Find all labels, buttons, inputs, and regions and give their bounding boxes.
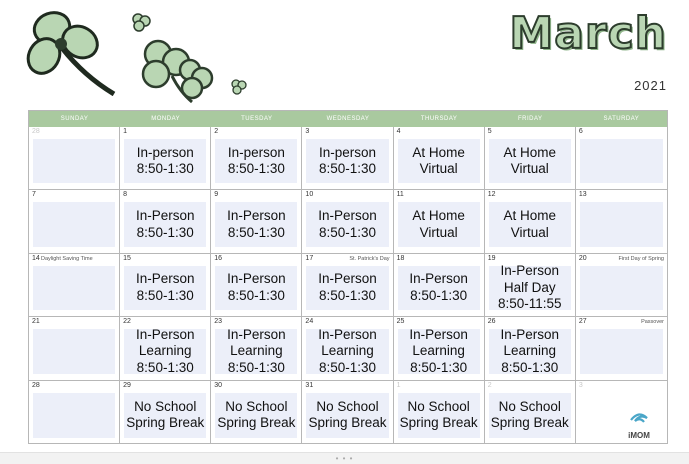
day-number: 19 bbox=[487, 254, 496, 262]
day-note: In-Person 8:50-1:30 bbox=[135, 271, 195, 303]
day-number: 14 bbox=[32, 254, 40, 262]
day-note: In-Person Learning 8:50-1:30 bbox=[409, 326, 468, 375]
day-cell bbox=[394, 190, 485, 253]
day-cell bbox=[29, 127, 120, 190]
day-number: 5 bbox=[487, 128, 492, 135]
day-number: 4 bbox=[396, 128, 401, 135]
day-number: 2 bbox=[214, 128, 219, 135]
holiday-label: Passover bbox=[641, 319, 664, 326]
day-cell bbox=[211, 254, 302, 317]
day-cell bbox=[302, 381, 393, 444]
horizontal-scrollbar[interactable] bbox=[0, 452, 689, 464]
day-note: At Home Virtual bbox=[412, 208, 465, 240]
day-cell bbox=[302, 190, 393, 253]
day-cell bbox=[576, 190, 667, 253]
day-note-box bbox=[580, 266, 663, 310]
day-note: In-Person Learning 8:50-1:30 bbox=[500, 326, 560, 375]
shamrock-icon-medium bbox=[132, 36, 216, 106]
day-cell bbox=[120, 254, 211, 317]
weekday-header-tuesday: TUESDAY bbox=[241, 116, 273, 122]
day-cell bbox=[211, 381, 302, 444]
day-note: In-Person 8:50-1:30 bbox=[135, 208, 195, 240]
day-cell bbox=[485, 127, 576, 190]
weekday-header-saturday: SATURDAY bbox=[603, 116, 640, 122]
day-cell bbox=[485, 381, 576, 444]
day-note-box bbox=[580, 202, 663, 246]
day-number: 25 bbox=[396, 318, 405, 326]
day-note: In-Person 8:50-1:30 bbox=[409, 271, 468, 303]
day-cell bbox=[394, 317, 485, 380]
holiday-label: Daylight Saving Time bbox=[41, 255, 93, 262]
day-note: At Home Virtual bbox=[503, 144, 557, 177]
day-cell bbox=[485, 254, 576, 317]
day-note: In-person 8:50-1:30 bbox=[227, 144, 285, 177]
day-note-box bbox=[33, 202, 115, 246]
day-cell bbox=[29, 381, 120, 444]
day-number: 10 bbox=[305, 191, 314, 199]
day-note: No School Spring Break bbox=[217, 398, 296, 431]
day-number: 28 bbox=[32, 128, 40, 135]
weekday-header-sunday: SUNDAY bbox=[60, 116, 89, 122]
shamrock-icon-tiny bbox=[230, 78, 248, 96]
day-number: 3 bbox=[578, 381, 583, 389]
day-note: No School Spring Break bbox=[308, 398, 387, 431]
day-number: 3 bbox=[305, 128, 310, 135]
weekday-header-wednesday: WEDNESDAY bbox=[326, 116, 370, 122]
day-number: 1 bbox=[123, 128, 128, 135]
day-cell bbox=[29, 254, 120, 317]
day-note: In-Person 8:50-1:30 bbox=[227, 271, 286, 303]
day-cell bbox=[485, 317, 576, 380]
day-note: No School Spring Break bbox=[490, 398, 569, 431]
day-cell bbox=[29, 190, 120, 253]
day-cell bbox=[576, 254, 667, 317]
day-number: 1 bbox=[396, 381, 401, 389]
weekday-header-row bbox=[29, 111, 667, 127]
day-note: No School Spring Break bbox=[399, 398, 478, 431]
day-number: 11 bbox=[396, 191, 404, 199]
day-note: At Home Virtual bbox=[503, 208, 557, 240]
swirl-icon bbox=[628, 410, 650, 426]
day-number: 30 bbox=[214, 381, 223, 389]
weekday-header-friday: FRIDAY bbox=[517, 116, 543, 122]
day-cell bbox=[120, 381, 211, 444]
day-number: 17 bbox=[305, 254, 314, 262]
day-number: 21 bbox=[32, 318, 40, 326]
shamrock-icon-large bbox=[14, 6, 126, 96]
day-number: 6 bbox=[578, 128, 583, 135]
day-note-box bbox=[33, 139, 115, 183]
month-title: March bbox=[509, 8, 667, 59]
day-note: No School Spring Break bbox=[126, 398, 205, 431]
day-cell bbox=[120, 317, 211, 380]
day-cell bbox=[211, 127, 302, 190]
day-number: 9 bbox=[214, 191, 219, 199]
day-number: 7 bbox=[32, 191, 36, 199]
day-note: In-Person 8:50-1:30 bbox=[318, 208, 377, 240]
day-note-box bbox=[33, 393, 115, 438]
day-note-box bbox=[33, 329, 115, 373]
day-cell bbox=[29, 317, 120, 380]
weekday-header-monday: MONDAY bbox=[151, 116, 181, 122]
day-number: 18 bbox=[396, 254, 405, 262]
day-number: 23 bbox=[214, 318, 223, 326]
day-number: 15 bbox=[123, 254, 131, 262]
day-cell bbox=[394, 381, 485, 444]
day-cell bbox=[211, 317, 302, 380]
day-note-box bbox=[580, 139, 663, 183]
day-note: At Home Virtual bbox=[412, 144, 465, 177]
calendar-weeks bbox=[29, 127, 667, 444]
scrollbar-grip-icon[interactable]: • • • bbox=[335, 454, 354, 463]
day-number: 20 bbox=[578, 254, 587, 262]
day-cell bbox=[302, 127, 393, 190]
day-number: 31 bbox=[305, 381, 314, 389]
day-cell bbox=[576, 317, 667, 380]
day-cell bbox=[302, 317, 393, 380]
day-note: In-Person 8:50-1:30 bbox=[318, 271, 377, 303]
day-number: 24 bbox=[305, 318, 314, 326]
year-label: 2021 bbox=[634, 78, 667, 93]
day-cell bbox=[302, 254, 393, 317]
day-cell bbox=[394, 254, 485, 317]
day-note-box bbox=[33, 266, 115, 310]
day-note: In-Person Learning 8:50-1:30 bbox=[318, 326, 377, 375]
day-number: 28 bbox=[32, 381, 40, 389]
calendar-grid bbox=[28, 110, 668, 444]
day-note-box bbox=[580, 329, 663, 373]
day-cell bbox=[211, 190, 302, 253]
day-number: 29 bbox=[123, 381, 131, 389]
day-note: In-Person Half Day 8:50-11:55 bbox=[497, 263, 562, 312]
day-number: 26 bbox=[487, 318, 496, 326]
day-cell bbox=[576, 381, 667, 444]
day-number: 12 bbox=[487, 191, 496, 199]
day-note: In-Person 8:50-1:30 bbox=[227, 208, 286, 240]
logo-text: iMOM bbox=[628, 431, 650, 440]
weekday-header-thursday: THURSDAY bbox=[420, 116, 458, 122]
day-number: 13 bbox=[578, 191, 587, 199]
day-cell bbox=[120, 127, 211, 190]
day-number: 8 bbox=[123, 191, 128, 199]
day-cell bbox=[485, 190, 576, 253]
day-note: In-person 8:50-1:30 bbox=[318, 144, 377, 177]
holiday-label: First Day of Spring bbox=[618, 255, 664, 262]
day-cell bbox=[394, 127, 485, 190]
shamrock-icon-small bbox=[130, 12, 152, 34]
day-cell bbox=[120, 190, 211, 253]
day-number: 16 bbox=[214, 254, 223, 262]
day-cell bbox=[576, 127, 667, 190]
day-number: 22 bbox=[123, 318, 131, 326]
day-number: 27 bbox=[578, 318, 587, 326]
imom-logo-icon bbox=[619, 410, 659, 440]
day-number: 2 bbox=[487, 381, 492, 389]
holiday-label: St. Patrick's Day bbox=[349, 255, 390, 262]
day-note: In-Person Learning 8:50-1:30 bbox=[135, 326, 195, 375]
day-note: In-person 8:50-1:30 bbox=[136, 144, 194, 177]
day-note: In-Person Learning 8:50-1:30 bbox=[227, 326, 286, 375]
